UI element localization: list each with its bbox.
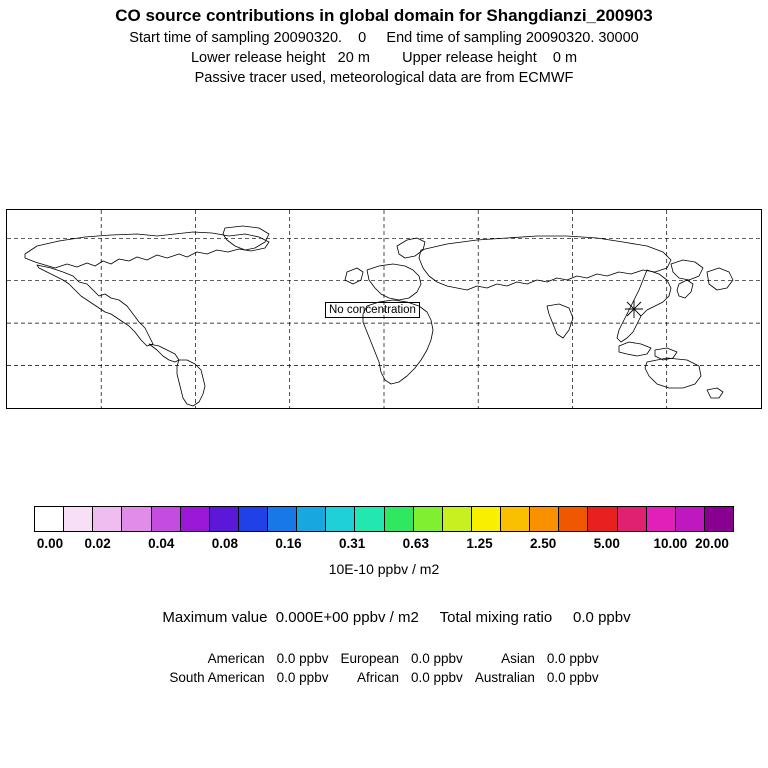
colorbar-cell [529, 507, 558, 531]
colorbar-tick-label: 2.50 [529, 536, 557, 551]
maximum-and-total-row [0, 592, 768, 643]
colorbar-cell [587, 507, 616, 531]
colorbar-tick-label: 0.08 [211, 536, 239, 551]
colorbar-cell [267, 507, 296, 531]
sampling-time-line: Start time of sampling 20090320. 0 End time of sampling 20090320. 30000 [129, 30, 639, 46]
colorbar-cell [180, 507, 209, 531]
region-value: 0.0 ppbv [276, 651, 329, 666]
colorbar-tick-labels [0, 536, 768, 552]
total-value: 0.0 ppbv [573, 609, 631, 626]
colorbar-cell [471, 507, 500, 531]
total-label: Total mixing ratio [439, 609, 553, 626]
region-value: 0.0 ppbv [546, 651, 599, 666]
colorbar-cell [92, 507, 121, 531]
colorbar-unit-label: 10E-10 ppbv / m2 [328, 561, 440, 577]
colorbar-cell [646, 507, 675, 531]
release-height-line: Lower release height 20 m Upper release height 0 m [190, 50, 578, 66]
colorbar-cell [617, 507, 646, 531]
plot-header [0, 0, 768, 86]
colorbar-tick-label: 0.04 [148, 536, 175, 551]
colorbar-cell [63, 507, 92, 531]
colorbar-cell [151, 507, 180, 531]
statistics-block [0, 592, 768, 687]
no-concentration-label: No concentration [325, 302, 420, 318]
region-name: Asian [501, 651, 535, 666]
colorbar-cell [296, 507, 325, 531]
region-value: 0.0 ppbv [411, 651, 463, 666]
colorbar [34, 506, 734, 532]
colorbar-tick-label: 0.02 [84, 536, 111, 551]
colorbar-cell [675, 507, 704, 531]
region-name: African [356, 670, 400, 685]
colorbar-cell [209, 507, 238, 531]
colorbar-tick-label: 0.31 [339, 536, 366, 551]
region-name: South American [169, 670, 265, 685]
colorbar-cell [442, 507, 471, 531]
colorbar-tick-label: 10.00 [653, 536, 688, 551]
receptor-star-marker [625, 300, 643, 318]
colorbar-cell [354, 507, 383, 531]
region-name: European [340, 651, 400, 666]
colorbar-cell [325, 507, 354, 531]
table-row [163, 649, 604, 668]
region-name: American [207, 651, 265, 666]
colorbar-cell [121, 507, 150, 531]
colorbar-scale [34, 506, 734, 532]
region-contributions-table [0, 649, 768, 687]
colorbar-cell [384, 507, 413, 531]
maximum-label: Maximum value [162, 609, 268, 626]
table-row [163, 668, 604, 687]
colorbar-cell [558, 507, 587, 531]
region-value: 0.0 ppbv [546, 670, 599, 685]
colorbar-tick-label: 1.25 [466, 536, 493, 551]
region-name: Australian [474, 670, 535, 685]
colorbar-cell [35, 507, 63, 531]
region-value: 0.0 ppbv [276, 670, 329, 685]
tracer-meteo-line: Passive tracer used, meteorological data are from ECMWF [194, 70, 574, 86]
colorbar-tick-label: 0.63 [402, 536, 429, 551]
page-title: CO source contributions in global domain for Shangdianzi_200903 [115, 6, 653, 25]
maximum-value: 0.000E+00 ppbv / m2 [275, 609, 419, 626]
colorbar-tick-label: 0.16 [275, 536, 302, 551]
colorbar-cell [238, 507, 267, 531]
colorbar-cell [413, 507, 442, 531]
colorbar-cell [704, 507, 733, 531]
colorbar-tick-label: 0.00 [36, 536, 64, 551]
colorbar-tick-label: 5.00 [593, 536, 620, 551]
region-value: 0.0 ppbv [411, 670, 463, 685]
colorbar-tick-label: 20.00 [695, 536, 729, 551]
colorbar-cell [500, 507, 529, 531]
